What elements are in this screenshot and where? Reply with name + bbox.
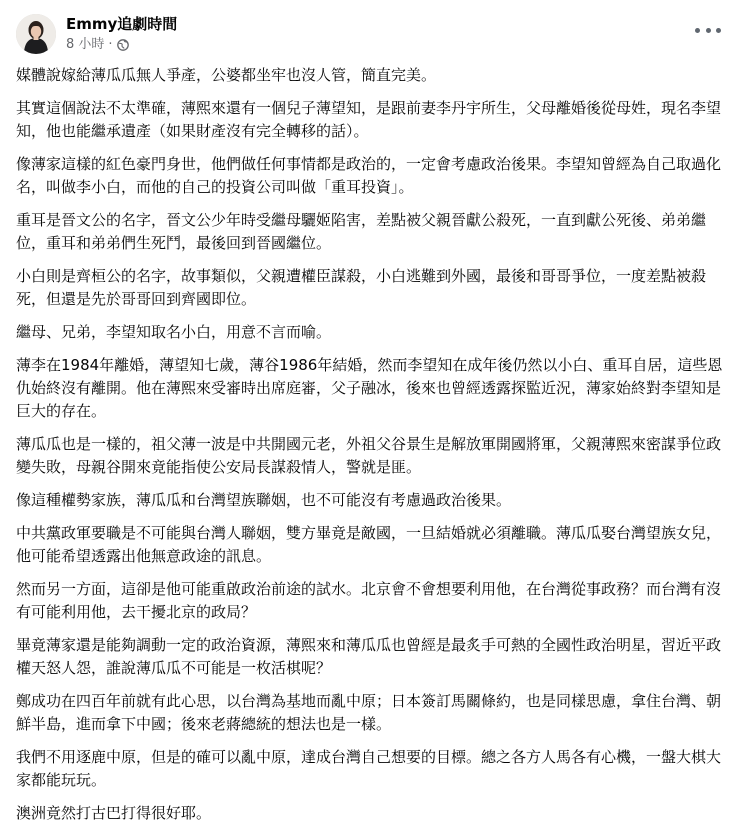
more-options-icon[interactable] bbox=[695, 22, 721, 38]
more-dot bbox=[695, 28, 700, 33]
post-paragraph: 像薄家這樣的紅色豪門身世，他們做任何事情都是政治的，一定會考慮政治後果。李望知曾經為自己取過化名，叫做李小白，而他的自己的投資公司叫做「重耳投資」。 bbox=[16, 155, 722, 196]
post-paragraph: 薄瓜瓜也是一樣的，祖父薄一波是中共開國元老，外祖父谷景生是解放軍開國將軍，父親薄熙來密謀爭位政變失敗，母親谷開來竟能指使公安局長謀殺情人，警就是匪。 bbox=[16, 435, 722, 476]
post-paragraph: 其實這個說法不太準確，薄熙來還有一個兒子薄望知，是跟前妻李丹宇所生，父母離婚後從母姓，現名李望知，他也能繼承遺產（如果財產沒有完全轉移的話）。 bbox=[16, 99, 722, 140]
post-header bbox=[16, 12, 723, 56]
post-paragraph: 澳洲竟然打古巴打得很好耶。 bbox=[16, 804, 212, 822]
avatar-image bbox=[16, 14, 56, 54]
post-paragraph: 像這種權勢家族，薄瓜瓜和台灣望族聯姻，也不可能沒有考慮過政治後果。 bbox=[16, 491, 512, 509]
meta-separator: · bbox=[108, 37, 113, 52]
globe-icon[interactable] bbox=[117, 39, 129, 51]
post-paragraph: 中共黨政軍要職是不可能與台灣人聯姻，雙方畢竟是敵國，一旦結婚就必須離職。薄瓜瓜娶台灣望族女兒，他可能希望透露出他無意政途的訊息。 bbox=[16, 524, 722, 565]
post-paragraph: 小白則是齊桓公的名字，故事類似，父親遭權臣謀殺，小白逃難到外國，最後和哥哥爭位，一度差點被殺死，但還是先於哥哥回到齊國即位。 bbox=[16, 267, 707, 308]
post-body bbox=[16, 64, 723, 825]
post-timestamp[interactable]: 8 小時 bbox=[66, 37, 105, 52]
post-meta bbox=[66, 15, 177, 53]
post-paragraph: 薄李在1984年離婚，薄望知七歲，薄谷1986年結婚，然而李望知在成年後仍然以小白、重耳自居，這些恩仇始終沒有離開。他在薄熙來受審時出席庭審，父子融冰，後來也曾經透露探監近況，薄家始終對李望知是巨大的存在。 bbox=[16, 356, 723, 420]
author-name[interactable]: Emmy追劇時間 bbox=[66, 15, 178, 33]
post-paragraph: 繼母、兄弟，李望知取名小白，用意不言而喻。 bbox=[16, 323, 332, 341]
post-paragraph: 然而另一方面，這卻是他可能重啟政治前途的試水。北京會不會想要利用他，在台灣從事政務？而台灣有沒有可能利用他，去干擾北京的政局？ bbox=[16, 580, 722, 621]
post-subline bbox=[66, 36, 177, 53]
post-paragraph: 鄭成功在四百年前就有此心思，以台灣為基地而亂中原；日本簽訂馬關條約，也是同樣思慮，拿住台灣、朝鮮半島，進而拿下中國；後來老蔣總統的想法也是一樣。 bbox=[16, 692, 722, 733]
post-paragraph: 我們不用逐鹿中原，但是的確可以亂中原，達成台灣自己想要的目標。總之各方人馬各有心機，一盤大棋大家都能玩玩。 bbox=[16, 748, 722, 789]
author-avatar[interactable] bbox=[16, 14, 56, 54]
more-dot bbox=[706, 28, 711, 33]
post-paragraph: 畢竟薄家還是能夠調動一定的政治資源，薄熙來和薄瓜瓜也曾經是最炙手可熱的全國性政治明星，習近平政權天怒人怨，誰說薄瓜瓜不可能是一枚活棋呢？ bbox=[16, 636, 722, 677]
post-paragraph: 媒體說嫁給薄瓜瓜無人爭產，公婆都坐牢也沒人管，簡直完美。 bbox=[16, 66, 437, 84]
post-paragraph: 重耳是晉文公的名字，晉文公少年時受繼母驪姬陷害，差點被父親晉獻公殺死，一直到獻公死後、弟弟繼位，重耳和弟弟們生死鬥，最後回到晉國繼位。 bbox=[16, 211, 707, 252]
more-dot bbox=[716, 28, 721, 33]
